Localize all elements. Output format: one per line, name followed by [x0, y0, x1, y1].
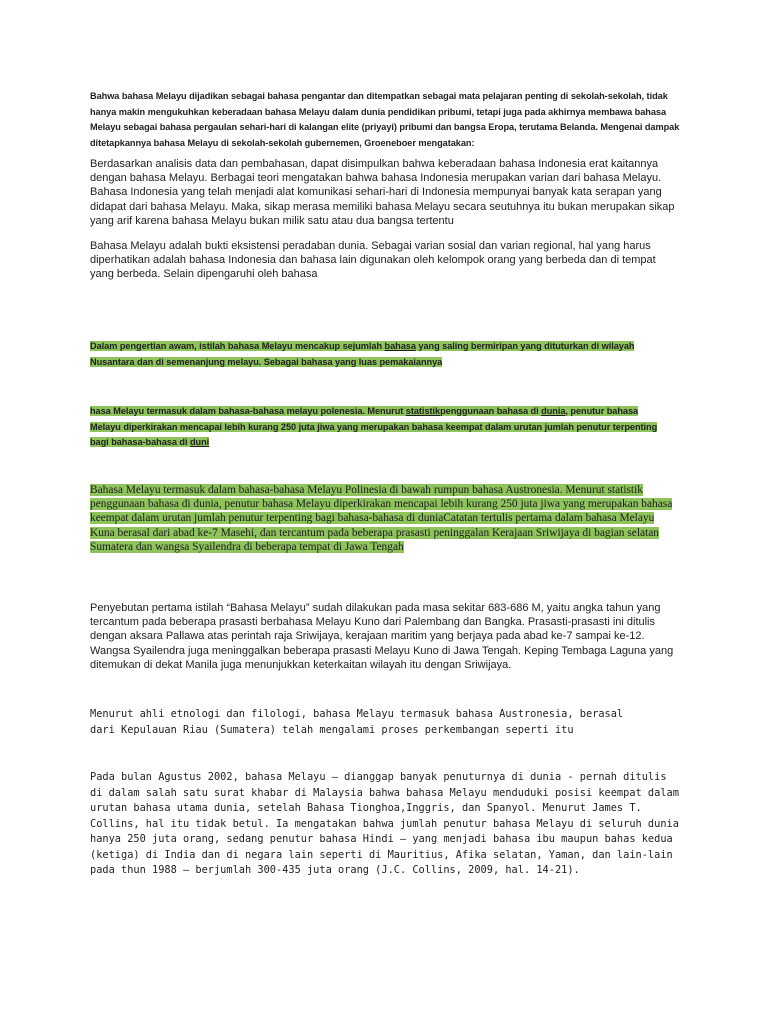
paragraph-conclusion: Berdasarkan analisis data dan pembahasan, dapat disimpulkan bahwa keberadaan bahasa Indonesia erat kaitannya dengan bahasa Melayu. Berbagai teori mengatakan bahwa bahasa Indonesia merupakan varian dari bahasa Melayu. Bahasa Indonesia yang telah menjadi alat komunikasi sehari-hari di Indonesia mempunyai banyak kata serapan yang didapat dari bahasa Melayu. Maka, sikap merasa memiliki bahasa Melayu secara seutuhnya itu bukan merupakan sikap yang arif karena bahasa Melayu bukan milik satu atau dua bangsa tertentu: [90, 158, 675, 227]
link-statistik[interactable]: statistik: [405, 406, 441, 416]
link-dunia[interactable]: dunia: [541, 406, 566, 416]
highlighted-text: Bahasa Melayu termasuk dalam bahasa-bahasa Melayu Polinesia di bawah rumpun bahasa Austronesia. Menurut statistik penggunaan bahasa di dunia, penutur bahasa Melayu diperkirakan mencapai lebih kurang 250 juta jiwa yang merupakan bahasa keempat dalam urutan jumlah penutur terpenting bagi bahasa-bahasa di duniaCatatan tertulis pertama dalam bahasa Melayu Kuna berasal dari abad ke-7 Masehi, dan tercantum pada beberapa prasasti peninggalan Kerajaan Sriwijaya di bagian selatan Sumatera dan wangsa Syailendra di beberapa tempat di Jawa Tengah: [90, 484, 673, 553]
paragraph-first-mention: Penyebutan pertama istilah “Bahasa Melayu” sudah dilakukan pada masa sekitar 683-686 M, yaitu angka tahun yang tercantum pada beberapa prasasti berbahasa Melayu Kuno dari Palembang dan Bangka. Prasasti-prasasti ini ditulis dengan aksara Pallawa atas perintah raja Sriwijaya, kerajaan maritim yang berjaya pada abad ke-7 sampai ke-12. Wangsa Syailendra juga meninggalkan beberapa prasasti Melayu Kuno di Jawa Tengah. Keping Tembaga Laguna yang ditemukan di dekat Manila juga menunjukkan keterkaitan wilayah itu dengan Sriwijaya.: [90, 602, 674, 671]
paragraph-austronesia: [90, 483, 680, 554]
link-duni[interactable]: duni: [190, 437, 210, 447]
paragraph-ethnology: Menurut ahli etnologi dan filologi, bahasa Melayu termasuk bahasa Austronesia, berasal dari Kepulauan Riau (Sumatera) telah mengalami proses perkembangan seperti itu: [90, 708, 624, 736]
paragraph-statistics: [90, 404, 660, 451]
paragraph-civilization: Bahasa Melayu adalah bukti eksistensi peradaban dunia. Sebagai varian sosial dan varian regional, hal yang harus diperhatikan adalah bahasa Indonesia dan bahasa lain digunakan oleh kelompok orang yang berbeda dan di tempat yang berbeda. Selain dipengaruhi oleh bahasa: [90, 240, 656, 281]
highlighted-text: Dalam pengertian awam, istilah bahasa Melayu mencakup sejumlah bahasa yang saling bermiripan yang dituturkan di wilayah Nusantara dan di semenanjung melayu. Sebagai bahasa yang luas pemakaiannya: [90, 341, 635, 367]
paragraph-groeneboer: Bahwa bahasa Melayu dijadikan sebagai bahasa pengantar dan ditempatkan sebagai mata pelajaran penting di sekolah-sekolah, tidak hanya makin mengukuhkan keberadaan bahasa Melayu dalam dunia pendidikan pribumi, tetapi juga pada akhirnya membawa bahasa Melayu sebagai bahasa pergaulan sehari-hari di kalangan elite (priyayi) pribumi dan bangsa Eropa, terutama Belanda. Mengenai dampak ditetapkannya bahasa Melayu di sekolah-sekolah gubernemen, Groeneboer mengatakan:: [90, 91, 680, 148]
paragraph-definition: [90, 339, 650, 370]
paragraph-collins: Pada bulan Agustus 2002, bahasa Melayu – dianggap banyak penuturnya di dunia - pernah ditulis di dalam salah satu surat khabar di Malaysia bahwa bahasa Melayu menduduki posisi keempat dalam urutan bahasa utama dunia, setelah Bahasa Tionghoa,Inggris, dan Spanyol. Menurut James T. Collins, hal itu tidak betul. Ia mengatakan bahwa jumlah penutur bahasa Melayu di seluruh dunia hanya 250 juta orang, sedang penutur bahasa Hindi – yang menjadi bahasa ibu maupun bahas kedua (ketiga) di India dan di negara lain seperti di Mauritius, Afika selatan, Yaman, dan lain-lain pada thun 1988 – berjumlah 300-435 juta orang (J.C. Collins, 2009, hal. 14-21).: [90, 771, 679, 876]
highlighted-text: hasa Melayu termasuk dalam bahasa-bahasa melayu polenesia. Menurut statistikpenggunaan bahasa di dunia, penutur bahasa Melayu diperkirakan mencapai lebih kurang 250 juta jiwa yang merupakan bahasa keempat dalam urutan jumlah penutur terpenting bagi bahasa-bahasa di duni: [90, 406, 658, 447]
link-bahasa[interactable]: bahasa: [384, 341, 416, 351]
